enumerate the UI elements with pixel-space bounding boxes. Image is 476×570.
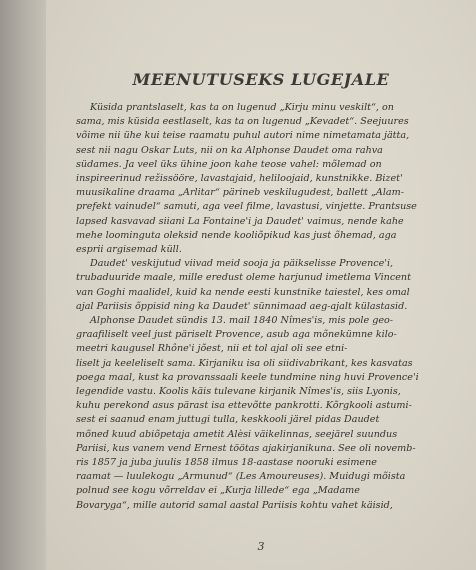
text-line: trubaduuride maale, mille eredust oleme harjunud imetlema Vincent <box>76 272 411 284</box>
text-line: südames. Ja veel üks ühine joon kahe teose vahel: mõlemad on <box>76 158 382 170</box>
body-text <box>76 101 454 513</box>
text-line: lapsed kasvavad siiani La Fontaine'i ja Daudet' vaimus, nende kahe <box>76 215 404 227</box>
text-line: Bovaryga“, mille autorid samal aastal Pariisis kohtu vahet käisid, <box>76 499 393 511</box>
text-line: sest ei saanud enam juttugi tulla, keskkooli järel pidas Daudet <box>76 414 380 426</box>
text-line: graafiliselt veel just päriselt Provence, asub aga mõnekümne kilo- <box>76 329 397 341</box>
text-line: Alphonse Daudet sündis 13. mail 1840 Nîmes'is, mis pole geo- <box>90 315 394 327</box>
text-line: mehe loominguta oleksid nende kooliõpikud kas just õhemad, aga <box>76 229 397 241</box>
paragraph-1 <box>76 101 454 257</box>
text-line: meetri kaugusel Rhône'i jõest, nii et tol ajal oli see etni- <box>76 343 348 355</box>
text-line: sama, mis küsida eestlaselt, kas ta on lugenud „Kevadet“. Seejuures <box>76 116 409 128</box>
text-line: esprii argisemad küll. <box>76 244 182 256</box>
text-line: Pariisi, kus vanem vend Ernest töötas ajakirjanikuna. See oli novemb- <box>76 442 416 454</box>
book-gutter <box>0 0 46 570</box>
text-line: kuhu perekond asus pärast isa ettevõtte pankrotti. Kõrgkooli astumi- <box>76 400 412 412</box>
text-line: muusikaline draama „Arlitar“ pärineb veskilugudest, ballett „Alam- <box>76 187 404 199</box>
book-page <box>46 0 476 570</box>
text-line: polnud see kogu võrreldav ei „Kurja lillede“ ega „Madame <box>76 485 360 497</box>
text-line: liselt ja keeleliselt sama. Kirjaniku isa oli siidivabrikant, kes kasvatas <box>76 357 413 369</box>
paragraph-2 <box>76 257 454 314</box>
text-line: poega maal, kust ka provanssaali keele tundmine ning huvi Provence'i <box>76 371 419 383</box>
text-line: raamat — luulekogu „Armunud“ (Les Amoureuses). Muidugi mõista <box>76 471 406 483</box>
text-line: võime nii ühe kui teise raamatu puhul autori nime nimetamata jätta, <box>76 130 410 142</box>
text-line: Küsida prantslaselt, kas ta on lugenud „Kirju minu veskilt“, on <box>90 102 394 113</box>
text-line: van Goghi maalidel, kuid ka nende eesti kunstnike taiestel, kes omal <box>76 286 410 298</box>
text-line: Daudet' veskijutud viivad meid sooja ja päikselisse Provence'i, <box>90 258 394 270</box>
paragraph-3 <box>76 314 454 513</box>
text-line: mõned kuud abiõpetaja ametit Alèsi väikelinnas, seejärel suundus <box>76 428 398 440</box>
page-number: 3 <box>257 540 265 553</box>
text-line: sest nii nagu Oskar Luts, nii on ka Alphonse Daudet oma rahva <box>76 144 383 156</box>
text-line: legendide vastu. Koolis käis tulevane kirjanik Nîmes'is, siis Lyonis, <box>76 386 401 398</box>
text-line: inspireerinud režissööre, lavastajaid, heliloojaid, kunstnikke. Bizet' <box>76 173 403 185</box>
page-title: MEENUTUSEKS LUGEJALE <box>132 70 390 89</box>
text-line: ajal Pariisis õppisid ning ka Daudet' sünnimaad aeg-ajalt külastasid. <box>76 300 408 312</box>
text-line: prefekt vainudel“ samuti, aga veel filme, lavastusi, vinjette. Prantsuse <box>76 201 417 213</box>
text-line: ris 1857 ja juba juulis 1858 ilmus 18-aastase nooruki esimene <box>76 457 377 469</box>
